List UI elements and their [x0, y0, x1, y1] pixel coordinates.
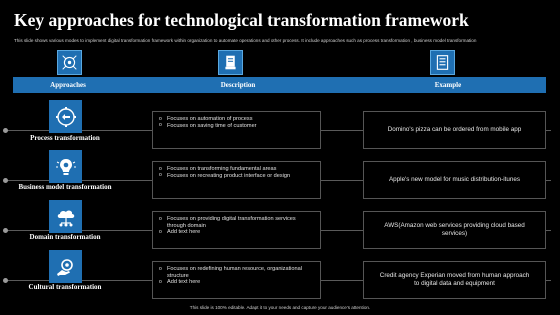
cloud-network-icon: [55, 206, 77, 228]
row-icon-box: [49, 100, 82, 133]
page-subtitle: This slide shows various modes to implement digital transformation framework within organization to automate operations and other process. It include approaches such as process transformation , business model transformation: [14, 38, 477, 43]
row-icon-box: [49, 250, 82, 283]
row-label: Business model transformation: [18, 183, 112, 191]
page-title: Key approaches for technological transformation framework: [14, 10, 469, 30]
description-item: o Focuses on providing digital transformation services through domain: [167, 216, 314, 229]
row-dot: [3, 178, 8, 183]
example-text: Domino's pizza can be ordered from mobile app: [387, 126, 522, 133]
row-dot: [3, 228, 8, 233]
description-item: o Focuses on automation of process: [167, 116, 314, 123]
description-box: [152, 161, 321, 199]
row-dot: [3, 278, 8, 283]
row-icon-box: [49, 150, 82, 183]
description-header: Description: [220, 81, 256, 89]
description-box: [152, 261, 321, 299]
example-text: Apple's new model for music distribution-itunes: [388, 176, 521, 183]
approaches-header: Approaches: [50, 81, 86, 89]
row-label: Domain transformation: [29, 233, 101, 241]
description-box: [152, 111, 321, 149]
example-box: [363, 161, 546, 199]
target-network-icon: [61, 54, 78, 71]
row-label: Process transformation: [30, 134, 100, 142]
example-box: [363, 261, 546, 299]
description-item: o Add text here: [167, 229, 314, 236]
document-icon: [222, 54, 239, 71]
row-label: Cultural transformation: [28, 283, 102, 291]
table-header-bar: [13, 77, 546, 93]
example-header-icon: [430, 50, 455, 75]
example-box: [363, 111, 546, 149]
example-box: [363, 211, 546, 249]
approaches-header-icon: [57, 50, 82, 75]
hand-gear-icon: [55, 256, 77, 278]
description-box: [152, 211, 321, 249]
example-text: AWS(Amazon web services providing cloud based services): [384, 222, 525, 237]
description-item: o Focuses on recreating product interface or design: [167, 173, 314, 180]
example-text: Credit agency Experian moved from human approach to digital data and equipment: [379, 272, 530, 287]
footer-note: This slide is 100% editable. Adapt it to your needs and capture your audience's attention.: [189, 305, 371, 310]
description-item: o Focuses on redefining human resource, organizational structure: [167, 266, 314, 279]
description-item: o Focuses on saving time of customer: [167, 123, 314, 130]
row-dot: [3, 128, 8, 133]
row-icon-box: [49, 200, 82, 233]
description-item: o Add text here: [167, 279, 314, 286]
list-document-icon: [434, 54, 451, 71]
description-item: o Focuses on transforming fundamental areas: [167, 166, 314, 173]
description-header-icon: [218, 50, 243, 75]
bulb-gears-icon: [55, 156, 77, 178]
process-gears-icon: [55, 106, 77, 128]
example-header: Example: [434, 81, 462, 89]
